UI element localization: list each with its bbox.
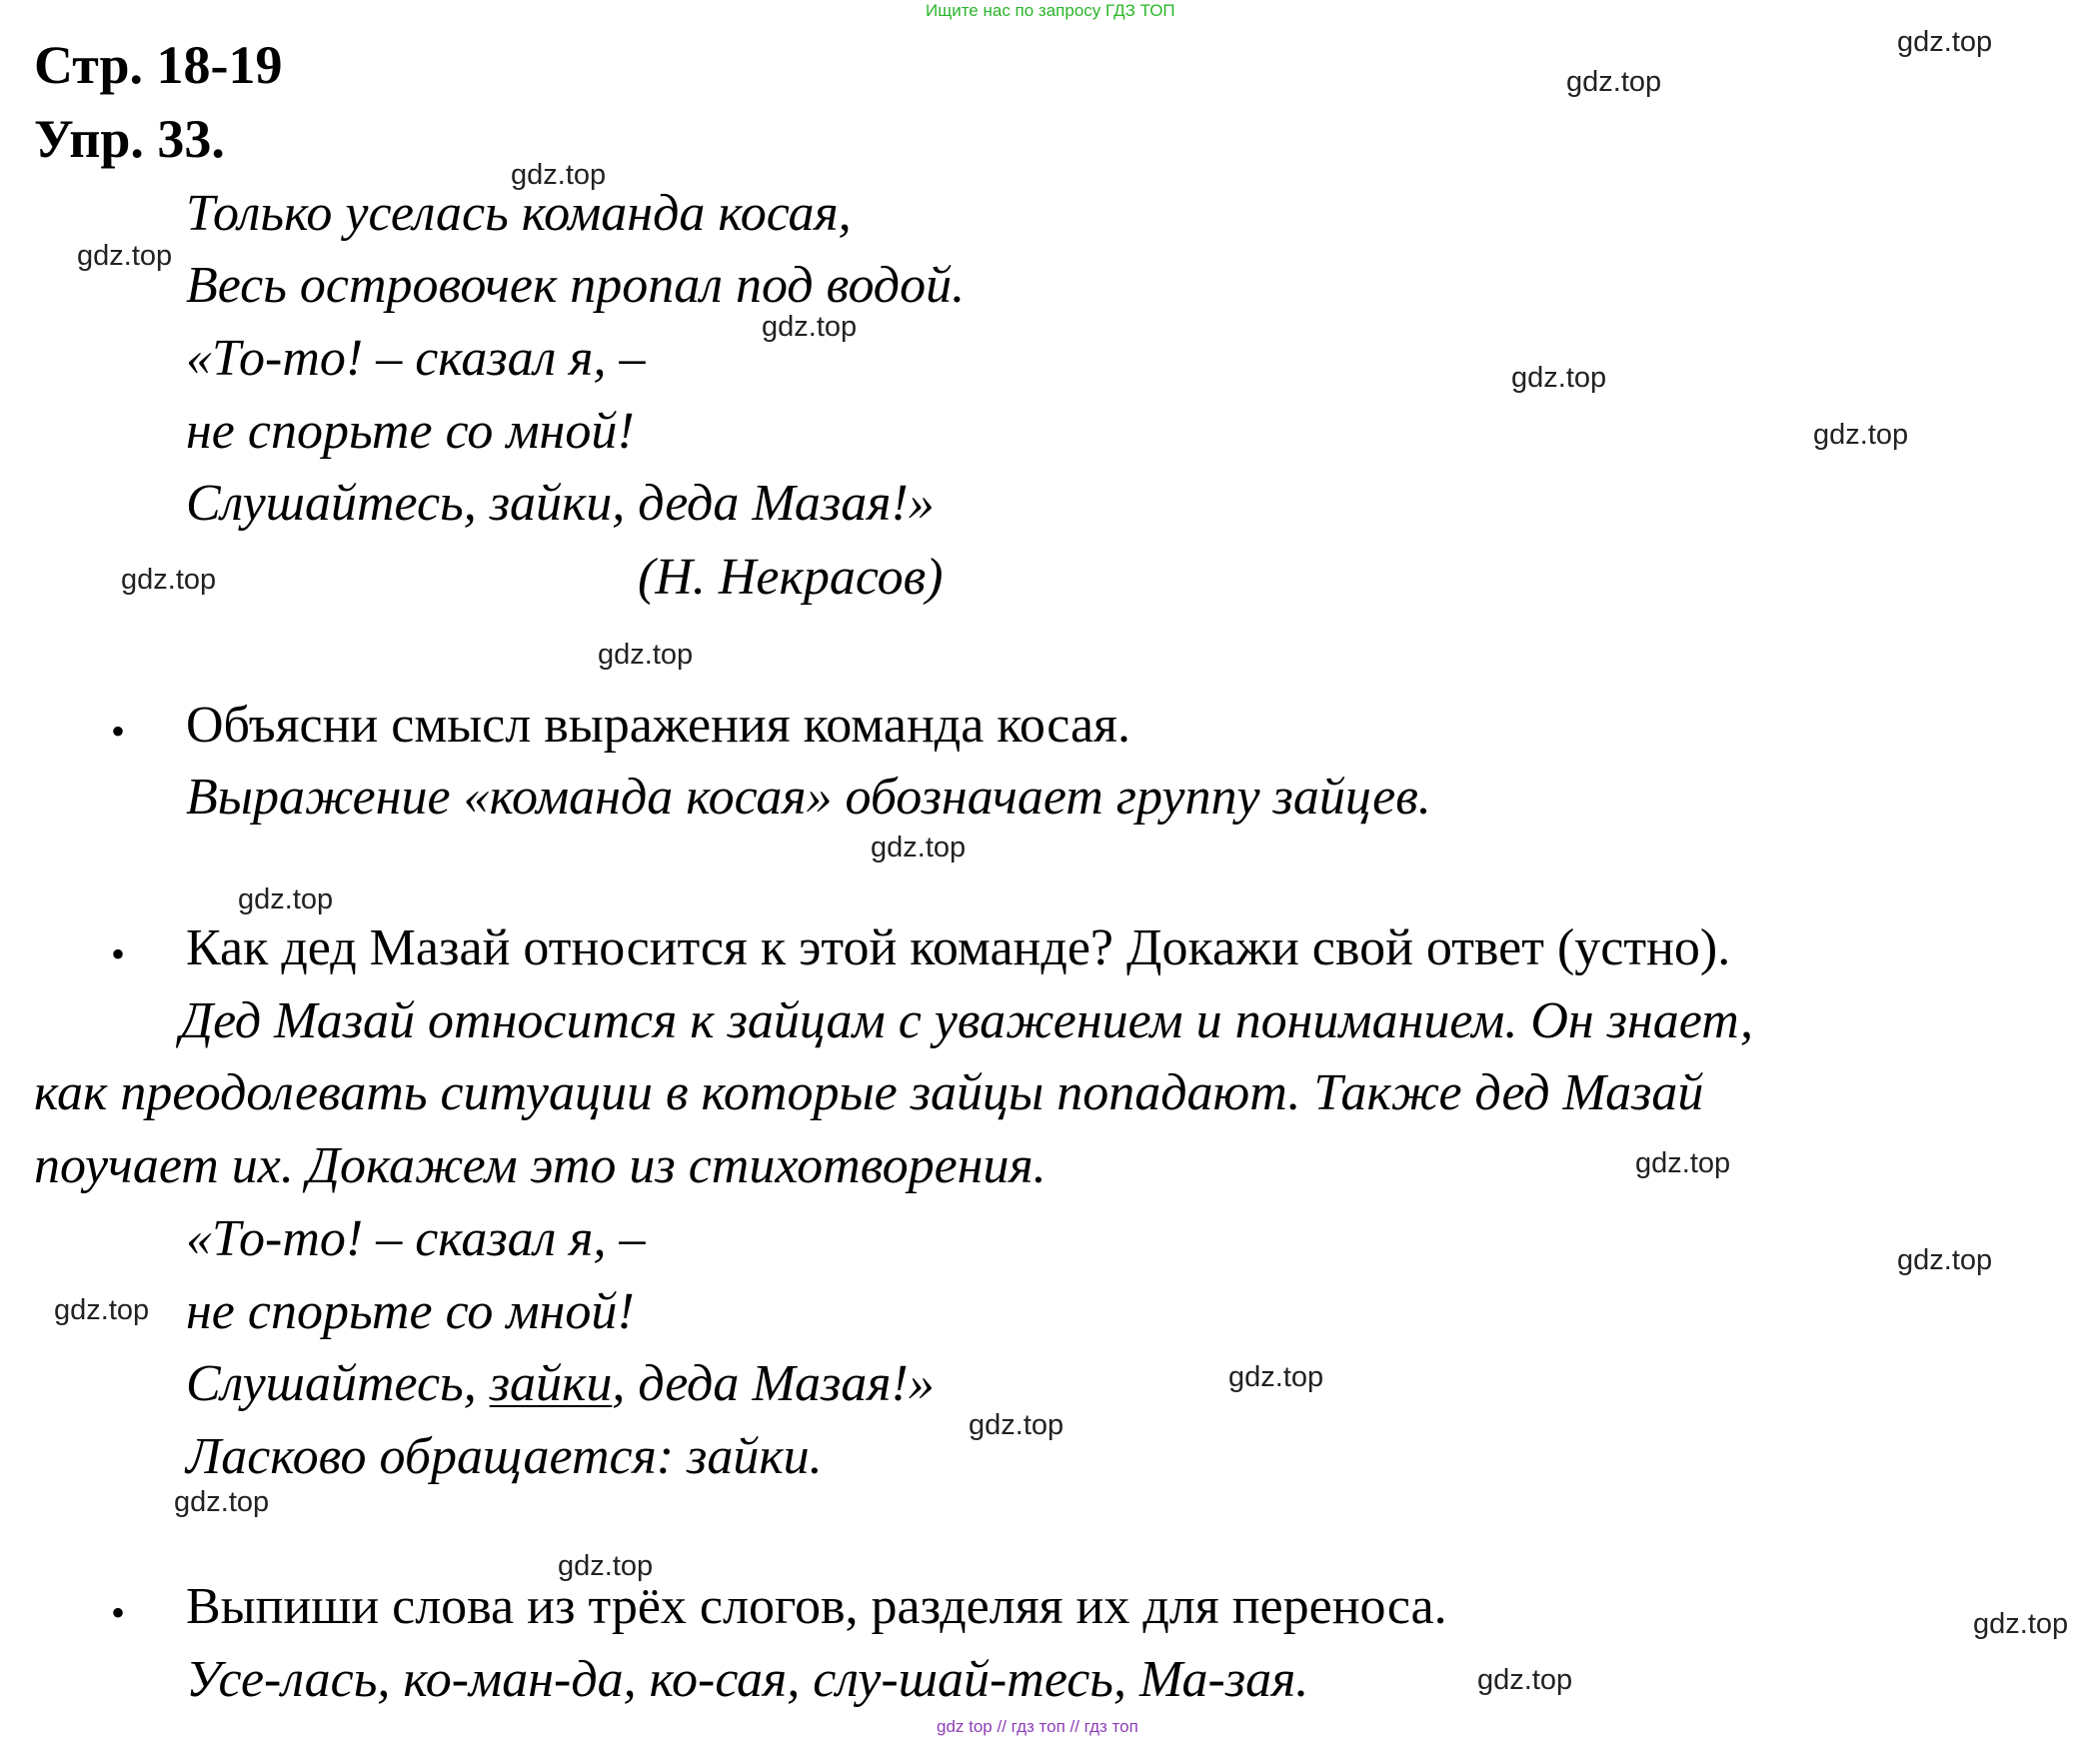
- watermark: gdz.top: [121, 564, 217, 596]
- task-question: Объясни смысл выражения команда косая.: [186, 697, 1130, 754]
- quote-line: не спорьте со мной!: [186, 1283, 635, 1340]
- quote-line: «То-то! – сказал я, –: [186, 1210, 646, 1267]
- task-answer: Дед Мазай относится к зайцам с уважением и пониманием. Он знает,: [180, 992, 1754, 1049]
- watermark: gdz.top: [1511, 362, 1607, 394]
- watermark: gdz.top: [54, 1294, 150, 1326]
- watermark: gdz.top: [558, 1550, 654, 1582]
- watermark: gdz.top: [1566, 66, 1662, 98]
- poem-line: Слушайтесь, зайки, деда Мазая!»: [186, 475, 935, 532]
- watermark: gdz.top: [511, 159, 607, 191]
- poem-line: не спорьте со мной!: [186, 403, 635, 460]
- watermark: gdz.top: [969, 1409, 1064, 1441]
- task-question: Как дед Мазай относится к этой команде? Докажи свой ответ (устно).: [186, 919, 1731, 976]
- poem-line: Весь островочек пропал под водой.: [186, 257, 966, 314]
- watermark: gdz.top: [762, 311, 858, 343]
- poem-line: «То-то! – сказал я, –: [186, 330, 646, 387]
- watermark: gdz.top: [1897, 26, 1993, 58]
- watermark: gdz.top: [1635, 1147, 1731, 1179]
- watermark: gdz.top: [174, 1486, 270, 1518]
- watermark: gdz.top: [1228, 1361, 1324, 1393]
- task-answer: как преодолевать ситуации в которые зайцы попадают. Также дед Мазай: [34, 1064, 1704, 1121]
- bullet: •: [111, 1590, 126, 1635]
- watermark: gdz.top: [238, 883, 334, 915]
- watermark: gdz.top: [871, 832, 967, 864]
- task-answer: Усе-лась, ко-ман-да, ко-сая, слу-шай-тесь, Ма-зая.: [186, 1651, 1309, 1708]
- poem-author: (Н. Некрасов): [638, 549, 944, 606]
- watermark: gdz.top: [1813, 419, 1909, 451]
- watermark: gdz.top: [598, 639, 694, 671]
- watermark: gdz.top: [1897, 1244, 1993, 1276]
- task-answer: Выражение «команда косая» обозначает группу зайцев.: [186, 769, 1431, 826]
- bullet: •: [111, 931, 126, 976]
- watermark: gdz.top: [1973, 1608, 2069, 1640]
- footer: gdz top // гдз топ // гдз топ: [937, 1717, 1138, 1736]
- task-answer: поучает их. Докажем это из стихотворения.: [34, 1137, 1047, 1194]
- quote-part: Слушайтесь,: [186, 1355, 490, 1412]
- quote-part: , деда Мазая!»: [612, 1355, 935, 1412]
- task-question: Выпиши слова из трёх слогов, разделяя их для переноса.: [186, 1578, 1447, 1635]
- underlined-word: зайки: [489, 1355, 613, 1412]
- exercise-heading: Упр. 33.: [34, 109, 225, 169]
- top-note: Ищите нас по запросу ГДЗ ТОП: [926, 1, 1175, 20]
- watermark: gdz.top: [77, 240, 173, 272]
- poem-line: Только уселась команда косая,: [186, 185, 852, 242]
- page-range-heading: Стр. 18-19: [34, 35, 283, 95]
- task-conclusion: Ласково обращается: зайки.: [186, 1428, 823, 1485]
- watermark: gdz.top: [1477, 1664, 1573, 1696]
- quote-line-with-underline: [186, 1355, 935, 1412]
- bullet: •: [111, 709, 126, 754]
